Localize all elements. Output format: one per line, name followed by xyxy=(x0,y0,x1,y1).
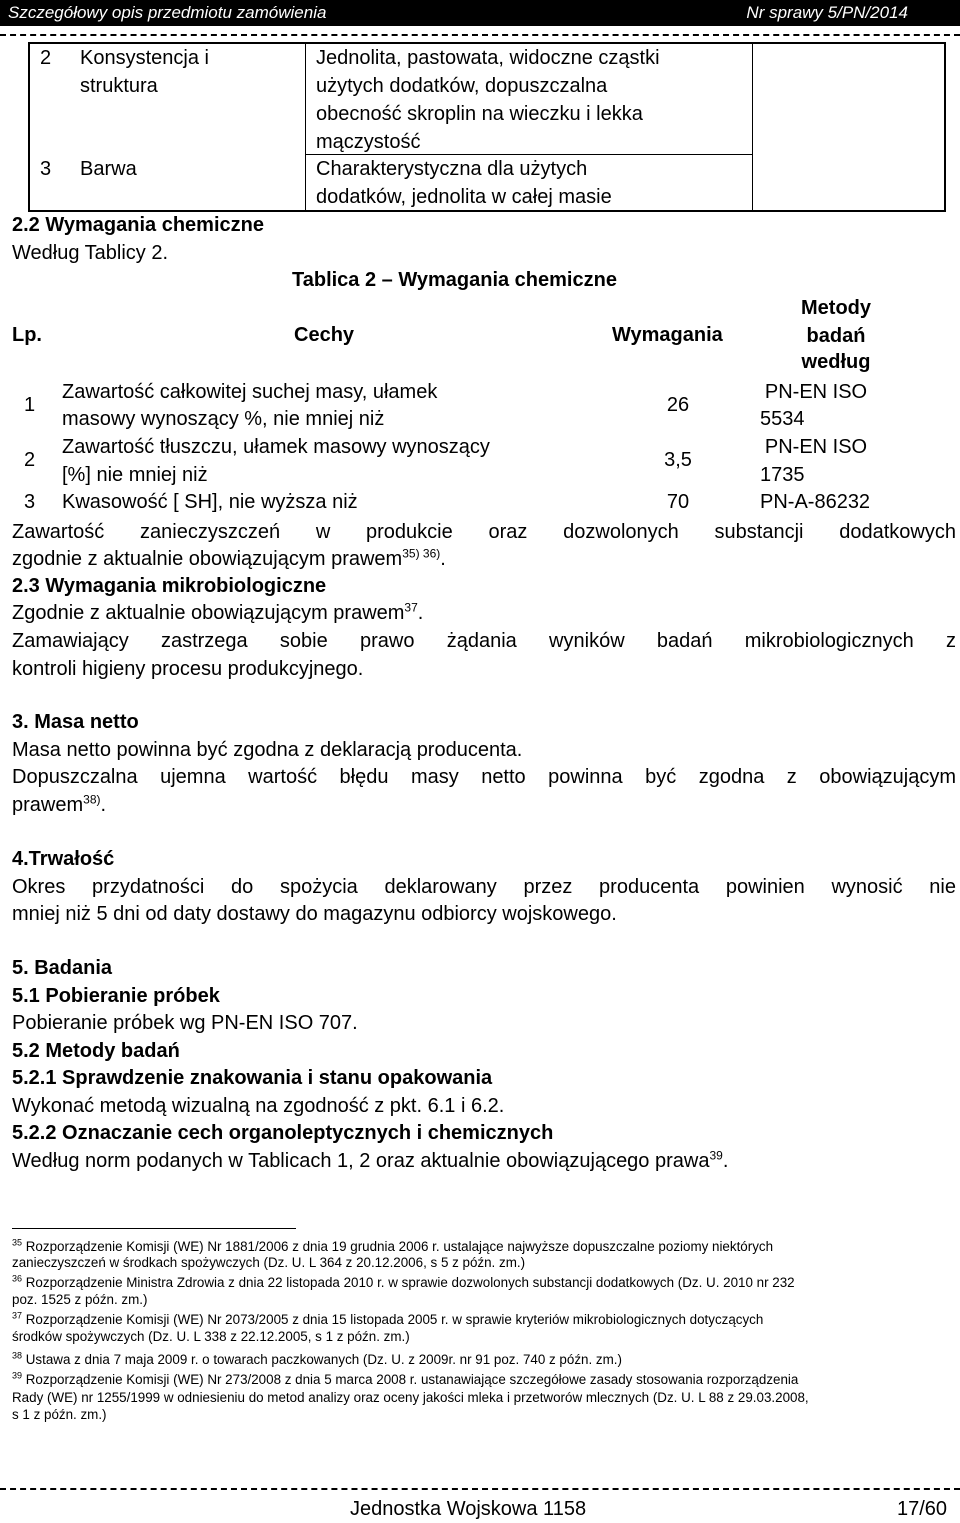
footnote-number: 37 xyxy=(12,1310,23,1321)
body-paragraph: Zawartość zanieczyszczeń w produkcie oraz dozwolonych substancji dodatkowych xyxy=(12,521,956,543)
table1-row-name: Konsystencja i xyxy=(80,47,209,69)
footnote-number: 39 xyxy=(12,1370,23,1381)
table2-row-metoda: 1735 xyxy=(760,464,805,486)
table2-row-num: 1 xyxy=(24,394,36,416)
body-text: . xyxy=(100,794,107,816)
section-heading: 2.2 Wymagania chemiczne xyxy=(12,214,264,236)
body-paragraph: Masa netto powinna być zgodna z deklaracją producenta. xyxy=(12,739,523,761)
section-heading: 2.3 Wymagania mikrobiologiczne xyxy=(12,575,327,597)
table1-row-num: 3 xyxy=(40,158,52,180)
footnote-ref: 38) xyxy=(83,792,101,807)
body-paragraph xyxy=(12,545,446,573)
footnote-text: zanieczyszczeń w środkach spożywczych (Dz. U. L 364 z 20.12.2006, s 5 z późn. zm.) xyxy=(12,1255,526,1270)
table1-row-desc: mączystość xyxy=(316,131,421,153)
body-paragraph: Okres przydatności do spożycia deklarowany przez producenta powinien wynosić nie xyxy=(12,876,956,898)
table2-row-metoda: PN-EN ISO xyxy=(764,381,868,403)
table1-row-num: 2 xyxy=(40,47,52,69)
table2-row-cecha: [%] nie mniej niż xyxy=(62,464,208,486)
body-paragraph: mniej niż 5 dni od daty dostawy do magazynu odbiorcy wojskowego. xyxy=(12,903,617,925)
header-title: Szczegółowy opis przedmiotu zamówienia xyxy=(8,3,327,22)
table-caption: Tablica 2 – Wymagania chemiczne xyxy=(292,269,617,291)
table2-row-num: 2 xyxy=(24,449,36,471)
body-text: . xyxy=(440,548,446,570)
table2-row-metoda: PN-A-86232 xyxy=(760,491,871,513)
section-heading: 5.2.2 Oznaczanie cech organoleptycznych i chemicznych xyxy=(12,1122,554,1144)
table1-row-desc: Charakterystyczna dla użytych xyxy=(316,158,588,180)
body-paragraph xyxy=(12,791,106,819)
table2-row-metoda: PN-EN ISO xyxy=(764,436,868,458)
table1-row-desc: użytych dodatków, dopuszczalna xyxy=(316,75,608,97)
body-paragraph xyxy=(12,599,423,627)
body-text: prawem xyxy=(12,794,84,816)
table1-row-name: Barwa xyxy=(80,158,137,180)
footnote-text: Rady (WE) nr 1255/1999 w odniesieniu do metod analizy oraz oceny jakości mleka i przetworów mlecznych (Dz. U. L 88 z 29.03.2008, xyxy=(12,1390,809,1405)
table2-row-value: 26 xyxy=(666,394,690,416)
table1-row-desc: Jednolita, pastowata, widoczne cząstki xyxy=(316,47,660,69)
table2-header-metody: badań xyxy=(806,325,866,347)
table1-row-desc: dodatków, jednolita w całej masie xyxy=(316,186,612,208)
body-text: zgodnie z aktualnie obowiązującym prawem xyxy=(12,548,403,570)
table2-header-metody: Metody xyxy=(801,297,871,319)
table2-row-value: 3,5 xyxy=(664,449,692,471)
footnote-separator xyxy=(12,1228,296,1229)
section-heading: 5.2.1 Sprawdzenie znakowania i stanu opakowania xyxy=(12,1067,493,1089)
footnote xyxy=(12,1275,795,1291)
body-paragraph: Pobieranie próbek wg PN-EN ISO 707. xyxy=(12,1012,358,1034)
footnote-text: Ustawa z dnia 7 maja 2009 r. o towarach paczkowanych (Dz. U. z 2009r. nr 91 poz. 740 z późn. zm.) xyxy=(25,1352,622,1367)
table1-col-divider xyxy=(305,42,306,210)
table2-row-value: 70 xyxy=(666,491,690,513)
footnote-ref: 39 xyxy=(709,1148,723,1163)
table2-header-cechy: Cechy xyxy=(294,324,355,346)
table2-row-cecha: Zawartość całkowitej suchej masy, ułamek xyxy=(62,381,438,403)
header-case-number: Nr sprawy 5/PN/2014 xyxy=(746,3,908,22)
footnote xyxy=(12,1312,763,1328)
table1-row-name: struktura xyxy=(80,75,158,97)
footnote-text: Rozporządzenie Komisji (WE) Nr 1881/2006 z dnia 19 grudnia 2006 r. ustalające najwyższe dopuszczalne poziomy niektórych xyxy=(25,1239,774,1254)
footnote-number: 38 xyxy=(12,1350,23,1361)
section-heading: 4.Trwałość xyxy=(12,848,115,870)
footnote-text: Rozporządzenie Ministra Zdrowia z dnia 22 listopada 2010 r. w sprawie dozwolonych substancji dodatkowych (Dz. U. 2010 nr 232 xyxy=(25,1275,795,1290)
section-heading: 5. Badania xyxy=(12,957,113,979)
footnote xyxy=(12,1352,622,1368)
section-heading: 5.1 Pobieranie próbek xyxy=(12,985,220,1007)
footnote-text: Rozporządzenie Komisji (WE) Nr 273/2008 z dnia 5 marca 2008 r. ustanawiające szczegółowe zasady stosowania rozporządzenia xyxy=(25,1372,799,1387)
table2-header-wymagania: Wymagania xyxy=(612,324,723,346)
page-header xyxy=(0,0,960,26)
body-paragraph: kontroli higieny procesu produkcyjnego. xyxy=(12,658,364,680)
body-paragraph: Wykonać metodą wizualną na zgodność z pkt. 6.1 i 6.2. xyxy=(12,1095,505,1117)
table2-header-metody: według xyxy=(801,351,871,373)
footer-divider xyxy=(0,1488,960,1490)
table2-row-metoda: 5534 xyxy=(760,408,805,430)
section-heading: 5.2 Metody badań xyxy=(12,1040,180,1062)
header-divider xyxy=(0,34,960,36)
footnote-number: 36 xyxy=(12,1273,23,1284)
table2-row-num: 3 xyxy=(24,491,36,513)
body-text: Zgodnie z aktualnie obowiązującym prawem xyxy=(12,602,405,624)
table2-row-cecha: Kwasowość [ SH], nie wyższa niż xyxy=(62,491,358,513)
footnote-ref: 37 xyxy=(404,600,418,615)
table2-row-cecha: Zawartość tłuszczu, ułamek masowy wynoszący xyxy=(62,436,490,458)
footnote xyxy=(12,1239,773,1255)
body-text: Według norm podanych w Tablicach 1, 2 oraz aktualnie obowiązującego prawa xyxy=(12,1150,710,1172)
footnote-number: 35 xyxy=(12,1237,23,1248)
body-paragraph: Dopuszczalna ujemna wartość błędu masy netto powinna być zgodna z obowiązującym xyxy=(12,766,956,788)
footnote-text: s 1 z późn. zm.) xyxy=(12,1407,107,1422)
page-number: 17/60 xyxy=(897,1498,948,1520)
section-heading: 3. Masa netto xyxy=(12,711,139,733)
body-paragraph: Zamawiający zastrzega sobie prawo żądania wyników badań mikrobiologicznych z xyxy=(12,630,956,652)
section-text: Według Tablicy 2. xyxy=(12,242,169,264)
body-paragraph xyxy=(12,1147,728,1175)
table2-row-cecha: masowy wynoszący %, nie mniej niż xyxy=(62,408,385,430)
table1-col-divider xyxy=(752,42,753,210)
footnote-text: Rozporządzenie Komisji (WE) Nr 2073/2005 z dnia 15 listopada 2005 r. w sprawie kryteriów mikrobiologicznych dotyczących xyxy=(25,1312,764,1327)
body-text: . xyxy=(417,602,424,624)
footnote-text: poz. 1525 z późn. zm.) xyxy=(12,1292,148,1307)
footnote-ref: 35) 36) xyxy=(402,546,441,561)
body-text: . xyxy=(722,1150,729,1172)
footnote-text: środków spożywczych (Dz. U. L 338 z 22.12.2005, s 1 z późn. zm.) xyxy=(12,1329,410,1344)
footnote xyxy=(12,1372,798,1388)
table2-header-lp: Lp. xyxy=(12,324,42,346)
table1-row-desc: obecność skroplin na wieczku i lekka xyxy=(316,103,643,125)
footer-organization: Jednostka Wojskowa 1158 xyxy=(350,1498,587,1520)
